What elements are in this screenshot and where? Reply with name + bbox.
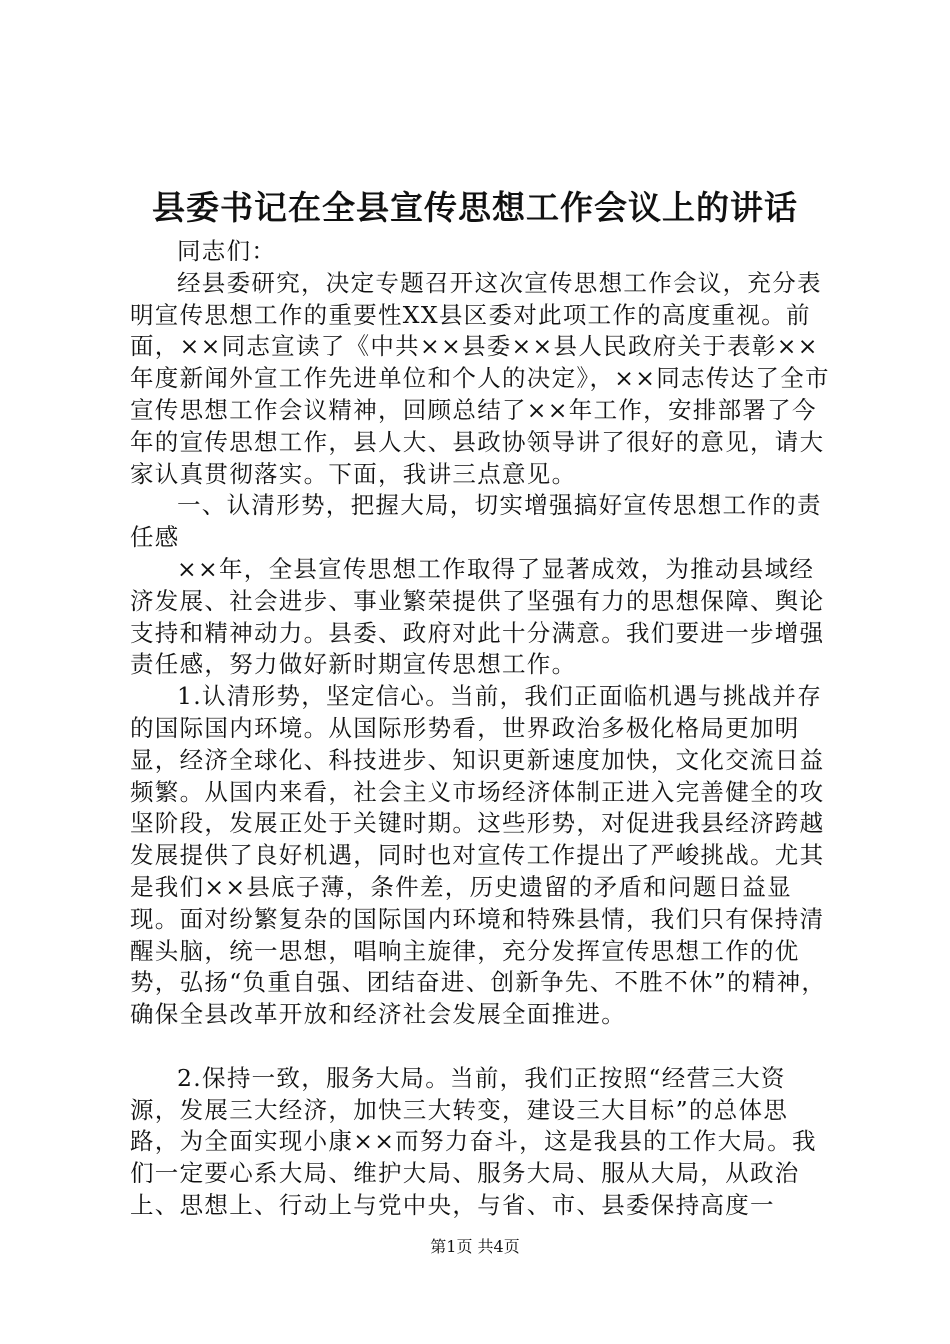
document-title: 县委书记在全县宣传思想工作会议上的讲话 [152,188,798,227]
body-paragraph: 经县委研究，决定专题召开这次宣传思想工作会议，充分表明宣传思想工作的重要性XX县区委对此项工作的高度重视。前面，××同志宣读了《中共××县委××县人民政府关于表彰××年度新闻外宣工作先进单位和个人的决定》，××同志传达了全市宣传思想工作会议精神，回顾总结了××年工作，安排部署了今年的宣传思想工作，县人大、县政协领导讲了很好的意见，请大家认真贯彻落实。下面，我讲三点意见。 [130,268,830,488]
body-paragraph: 1.认清形势，坚定信心。当前，我们正面临机遇与挑战并存的国际国内环境。从国际形势看，世界政治多极化格局更加明显，经济全球化、科技进步、知识更新速度加快，文化交流日益频繁。从国内来看，社会主义市场经济体制正进入完善健全的攻坚阶段，发展正处于关键时期。这些形势，对促进我县经济跨越发展提供了良好机遇，同时也对宣传工作提出了严峻挑战。尤其是我们××县底子薄，条件差，历史遗留的矛盾和问题日益显现。面对纷繁复杂的国际国内环境和特殊县情，我们只有保持清醒头脑，统一思想，唱响主旋律，充分发挥宣传思想工作的优势，弘扬“负重自强、团结奋进、创新争先、不胜不休”的精神，确保全县改革开放和经济社会发展全面推进。 [130,682,827,1029]
document-body [130,236,830,1222]
section-heading: 一、认清形势，把握大局，切实增强搞好宣传思想工作的责任感 [130,491,822,552]
body-paragraph: 2.保持一致，服务大局。当前，我们正按照“经营三大资源，发展三大经济，加快三大转变，建设三大目标”的总体思路，为全面实现小康××而努力奋斗，这是我县的工作大局。我们一定要心系大局、维护大局、服务大局、服从大局，从政治上、思想上、行动上与党中央，与省、市、县委保持高度一 [130,1063,817,1219]
page-footer: 第1页 共4页 [430,1237,520,1256]
body-paragraph: ××年，全县宣传思想工作取得了显著成效，为推动县域经济发展、社会进步、事业繁荣提供了坚强有力的思想保障、舆论支持和精神动力。县委、政府对此十分满意。我们要进一步增强责任感，努力做好新时期宣传思想工作。 [130,554,825,679]
salutation: 同志们： [177,237,277,265]
